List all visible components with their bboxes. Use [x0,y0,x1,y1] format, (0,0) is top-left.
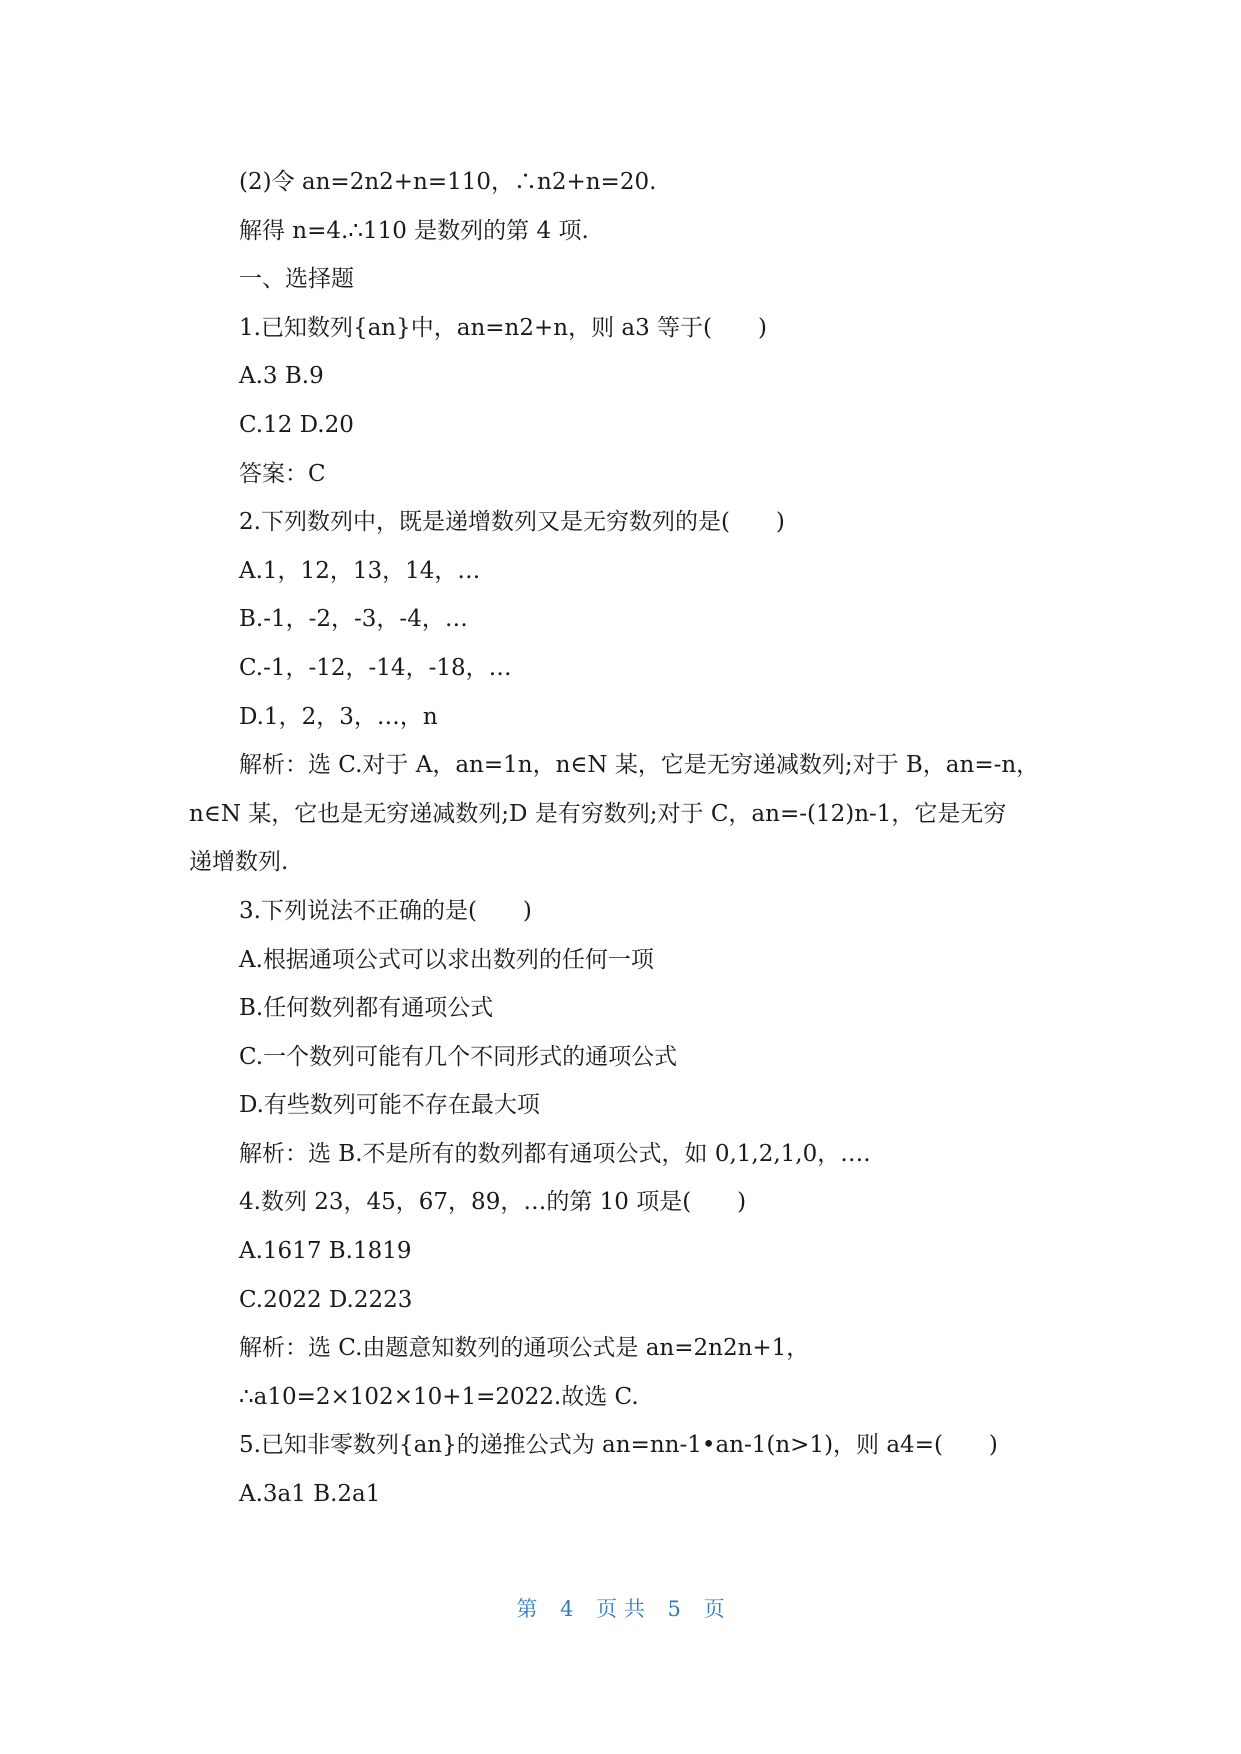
text-line: A.1，12，13，14，… [239,557,481,584]
text-line: 答案：C [239,460,326,487]
text-line: 递增数列. [189,849,289,876]
footer-middle: 页 共 [596,1597,645,1621]
text-line: C.-1，-12，-14，-18，… [239,654,512,681]
text-line: 4.数列 23，45，67，89，…的第 10 项是( ) [239,1189,747,1216]
text-line: 解析：选 C.对于 A，an=1n，n∈N 某，它是无穷递减数列;对于 B，an=-n， [239,752,1040,779]
text-line: B.-1，-2，-3，-4，… [239,606,468,633]
document-body [189,158,1059,1519]
text-line: 解析：选 B.不是所有的数列都有通项公式，如 0,1,2,1,0，…. [239,1140,871,1167]
text-line: B.任何数列都有通项公式 [239,995,494,1022]
text-line: 解得 n=4.∴110 是数列的第 4 项. [239,217,589,244]
text-line: C.12 D.20 [239,411,354,438]
text-line: 2.下列数列中，既是递增数列又是无穷数列的是( ) [239,509,785,536]
text-line: D.1，2，3，…，n [239,703,438,730]
text-line: 一、选择题 [239,266,354,293]
text-line: ∴a10=2×102×10+1=2022.故选 C. [239,1383,639,1410]
footer-total-pages: 5 [667,1597,681,1621]
footer-prefix: 第 [516,1597,538,1621]
text-line: n∈N 某，它也是无穷递减数列;D 是有穷数列;对于 C，an=-(12)n-1，它是无穷 [189,800,1007,827]
text-line: A.1617 B.1819 [239,1238,412,1265]
text-line: 5.已知非零数列{an}的递推公式为 an=nn-1•an-1(n>1)，则 a4=( ) [239,1432,998,1459]
text-line: A.3 B.9 [239,363,324,390]
text-line: 3.下列说法不正确的是( ) [239,897,532,924]
text-line: D.有些数列可能不存在最大项 [239,1092,540,1119]
page-footer [0,1593,1241,1623]
text-line: C.一个数列可能有几个不同形式的通项公式 [239,1043,678,1070]
text-line: A.3a1 B.2a1 [239,1481,381,1508]
text-line: 解析：选 C.由题意知数列的通项公式是 an=2n2n+1， [239,1335,810,1362]
footer-page-number: 4 [560,1597,574,1621]
text-line: C.2022 D.2223 [239,1286,413,1313]
text-line: 1.已知数列{an}中，an=n2+n，则 a3 等于( ) [239,314,767,341]
text-line: (2)令 an=2n2+n=110，∴n2+n=20. [239,169,657,195]
text-line: A.根据通项公式可以求出数列的任何一项 [239,946,654,973]
footer-suffix: 页 [703,1597,725,1621]
